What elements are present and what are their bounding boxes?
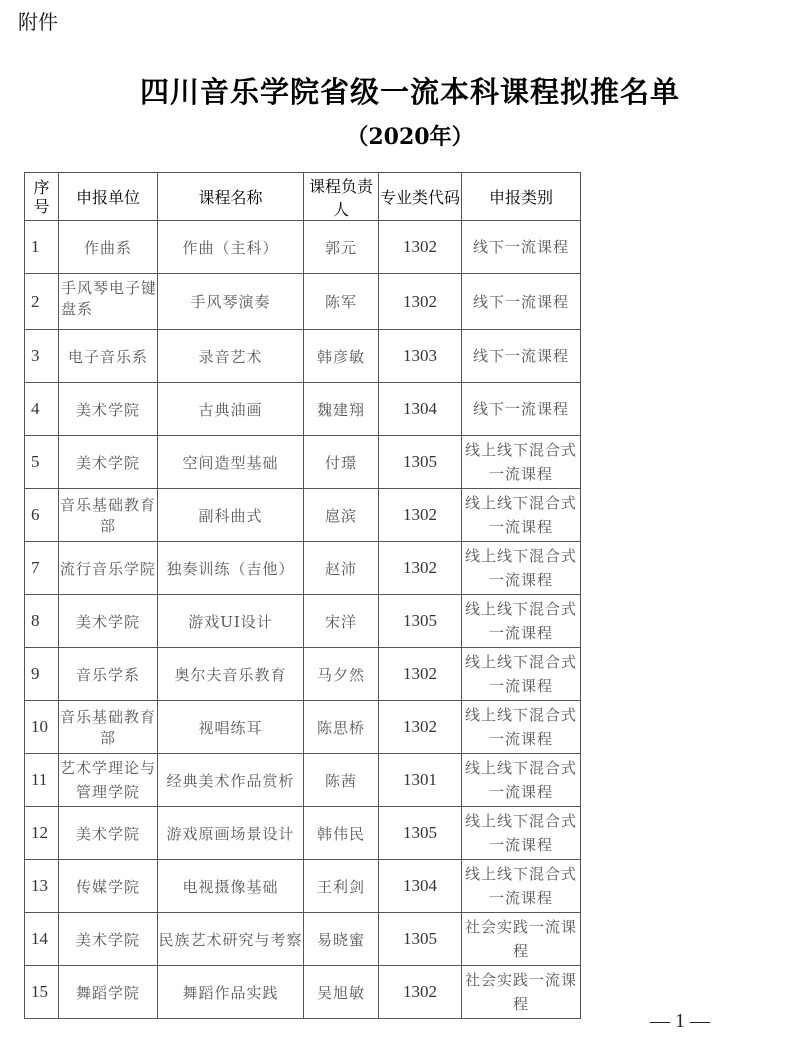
cell-code: 1304 (379, 383, 462, 436)
cell-unit: 音乐基础教育部 (59, 489, 158, 542)
cell-category: 线上线下混合式一流课程 (462, 860, 581, 913)
cell-unit: 作曲系 (59, 221, 158, 274)
cell-unit: 音乐基础教育部 (59, 701, 158, 754)
cell-category: 线下一流课程 (462, 330, 581, 383)
cell-unit: 流行音乐学院 (59, 542, 158, 595)
cell-lead: 马夕然 (304, 648, 379, 701)
cell-no: 11 (25, 754, 59, 807)
cell-category: 线上线下混合式一流课程 (462, 595, 581, 648)
cell-lead: 陈军 (304, 274, 379, 330)
cell-course: 游戏UI设计 (158, 595, 304, 648)
page-number: — 1 — (650, 1010, 710, 1032)
header-category: 申报类别 (462, 173, 581, 221)
table-row (25, 274, 581, 330)
table-row (25, 966, 581, 1019)
header-seq: 序号 (25, 173, 59, 221)
cell-code: 1305 (379, 913, 462, 966)
cell-no: 15 (25, 966, 59, 1019)
table-row (25, 860, 581, 913)
cell-course: 奥尔夫音乐教育 (158, 648, 304, 701)
cell-code: 1302 (379, 221, 462, 274)
cell-code: 1302 (379, 701, 462, 754)
cell-course: 录音艺术 (158, 330, 304, 383)
table-row (25, 542, 581, 595)
cell-course: 经典美术作品赏析 (158, 754, 304, 807)
cell-category: 线下一流课程 (462, 274, 581, 330)
cell-unit: 美术学院 (59, 383, 158, 436)
cell-no: 3 (25, 330, 59, 383)
cell-code: 1303 (379, 330, 462, 383)
cell-no: 14 (25, 913, 59, 966)
cell-lead: 易晓蜜 (304, 913, 379, 966)
table-row (25, 701, 581, 754)
header-course: 课程名称 (158, 173, 304, 221)
cell-unit: 美术学院 (59, 807, 158, 860)
cell-lead: 陈茜 (304, 754, 379, 807)
cell-unit: 美术学院 (59, 436, 158, 489)
table-row (25, 648, 581, 701)
header-code: 专业类代码 (379, 173, 462, 221)
cell-no: 9 (25, 648, 59, 701)
cell-course: 视唱练耳 (158, 701, 304, 754)
cell-no: 8 (25, 595, 59, 648)
cell-no: 1 (25, 221, 59, 274)
cell-category: 线上线下混合式一流课程 (462, 489, 581, 542)
cell-lead: 郭元 (304, 221, 379, 274)
cell-code: 1302 (379, 542, 462, 595)
header-unit: 申报单位 (59, 173, 158, 221)
cell-category: 线下一流课程 (462, 221, 581, 274)
cell-code: 1305 (379, 807, 462, 860)
cell-course: 民族艺术研究与考察 (158, 913, 304, 966)
table-row (25, 489, 581, 542)
cell-course: 游戏原画场景设计 (158, 807, 304, 860)
cell-no: 12 (25, 807, 59, 860)
cell-course: 作曲（主科） (158, 221, 304, 274)
cell-code: 1301 (379, 754, 462, 807)
cell-no: 5 (25, 436, 59, 489)
cell-lead: 韩伟民 (304, 807, 379, 860)
table-row (25, 221, 581, 274)
cell-lead: 宋洋 (304, 595, 379, 648)
table-row (25, 807, 581, 860)
cell-course: 副科曲式 (158, 489, 304, 542)
cell-no: 2 (25, 274, 59, 330)
cell-unit: 手风琴电子键盘系 (59, 274, 158, 330)
cell-unit: 美术学院 (59, 913, 158, 966)
cell-course: 手风琴演奏 (158, 274, 304, 330)
cell-category: 线下一流课程 (462, 383, 581, 436)
cell-code: 1302 (379, 966, 462, 1019)
cell-lead: 付璟 (304, 436, 379, 489)
table-row (25, 330, 581, 383)
table-row (25, 913, 581, 966)
table-row (25, 436, 581, 489)
cell-no: 10 (25, 701, 59, 754)
cell-course: 古典油画 (158, 383, 304, 436)
cell-lead: 陈思桥 (304, 701, 379, 754)
course-list-table (24, 172, 581, 1019)
cell-unit: 音乐学系 (59, 648, 158, 701)
table-row (25, 595, 581, 648)
cell-lead: 韩彦敏 (304, 330, 379, 383)
cell-lead: 吴旭敏 (304, 966, 379, 1019)
cell-lead: 扈滨 (304, 489, 379, 542)
table-row (25, 383, 581, 436)
cell-no: 13 (25, 860, 59, 913)
cell-category: 社会实践一流课程 (462, 966, 581, 1019)
cell-category: 线上线下混合式一流课程 (462, 807, 581, 860)
cell-category: 线上线下混合式一流课程 (462, 648, 581, 701)
cell-unit: 舞蹈学院 (59, 966, 158, 1019)
cell-course: 舞蹈作品实践 (158, 966, 304, 1019)
table-row (25, 754, 581, 807)
cell-no: 7 (25, 542, 59, 595)
cell-course: 空间造型基础 (158, 436, 304, 489)
cell-unit: 美术学院 (59, 595, 158, 648)
cell-code: 1305 (379, 595, 462, 648)
header-lead: 课程负责人 (304, 173, 379, 221)
cell-course: 电视摄像基础 (158, 860, 304, 913)
cell-unit: 艺术学理论与管理学院 (59, 754, 158, 807)
cell-code: 1302 (379, 489, 462, 542)
cell-category: 线上线下混合式一流课程 (462, 754, 581, 807)
cell-course: 独奏训练（吉他） (158, 542, 304, 595)
cell-unit: 电子音乐系 (59, 330, 158, 383)
cell-code: 1302 (379, 648, 462, 701)
cell-lead: 赵沛 (304, 542, 379, 595)
attachment-label: 附件 (18, 10, 58, 34)
cell-category: 线上线下混合式一流课程 (462, 701, 581, 754)
document-title: 四川音乐学院省级一流本科课程拟推名单 (139, 75, 680, 109)
cell-category: 社会实践一流课程 (462, 913, 581, 966)
cell-category: 线上线下混合式一流课程 (462, 542, 581, 595)
cell-code: 1305 (379, 436, 462, 489)
cell-no: 4 (25, 383, 59, 436)
cell-unit: 传媒学院 (59, 860, 158, 913)
table-header-row (25, 173, 581, 221)
cell-code: 1304 (379, 860, 462, 913)
cell-code: 1302 (379, 274, 462, 330)
document-subtitle: （2020年） (346, 124, 474, 150)
cell-no: 6 (25, 489, 59, 542)
cell-category: 线上线下混合式一流课程 (462, 436, 581, 489)
cell-lead: 王利剑 (304, 860, 379, 913)
cell-lead: 魏建翔 (304, 383, 379, 436)
